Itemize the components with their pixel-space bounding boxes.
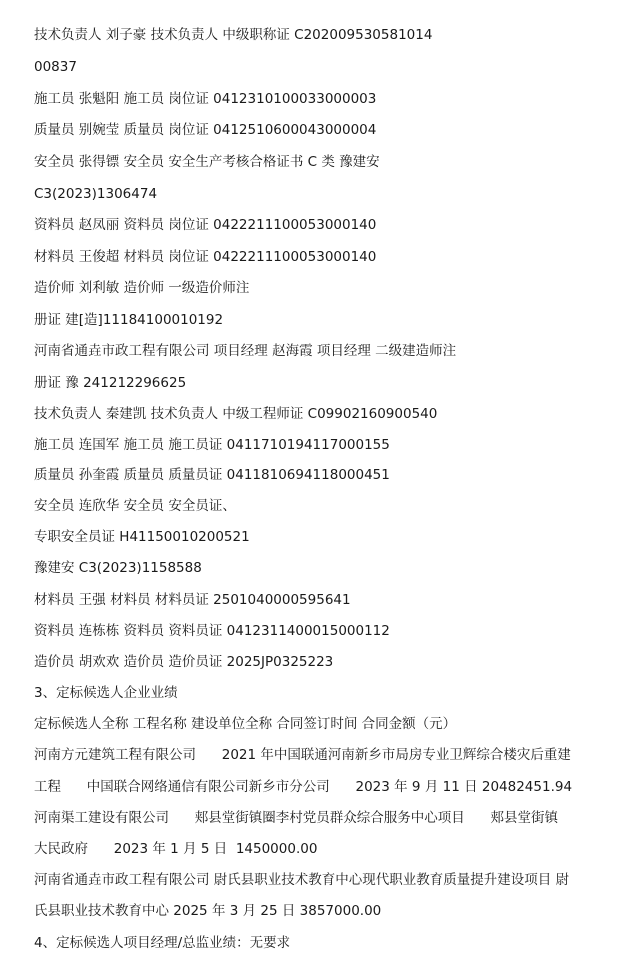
text-line: 册证 建[造]11184100010192	[34, 312, 224, 328]
text-line: 大民政府 2023 年 1 月 5 日 1450000.00	[34, 841, 318, 857]
text-line: 河南省通垚市政工程有限公司 尉氏县职业技术教育中心现代职业教育质量提升建设项目 尉	[34, 872, 570, 888]
text-line: 质量员 孙奎霞 质量员 质量员证 0411810694118000451	[34, 467, 390, 483]
text-line: 技术负责人 秦建凯 技术负责人 中级工程师证 C09902160900540	[34, 406, 438, 422]
text-line: 资料员 连栋栋 资料员 资料员证 0412311400015000112	[34, 623, 390, 639]
text-line: 河南渠工建设有限公司 郏县堂街镇圈李村党员群众综合服务中心项目 郏县堂街镇	[34, 810, 558, 826]
text-line: 工程 中国联合网络通信有限公司新乡市分公司 2023 年 9 月 11 日 20482451.94	[34, 779, 573, 795]
text-line: 造价师 刘利敏 造价师 一级造价师注	[34, 280, 250, 296]
text-line: 资料员 赵凤丽 资料员 岗位证 0422211100053000140	[34, 217, 377, 233]
text-line: 造价员 胡欢欢 造价员 造价员证 2025JP0325223	[34, 654, 334, 670]
text-line: 材料员 王强 材料员 材料员证 2501040000595641	[34, 592, 351, 608]
text-line: 专职安全员证 H41150010200521	[34, 529, 250, 545]
section-heading: 4、定标候选人项目经理/总监业绩：无要求	[34, 935, 291, 951]
text-line: 材料员 王俊超 材料员 岗位证 0422211100053000140	[34, 249, 377, 265]
text-line: 施工员 张魁阳 施工员 岗位证 0412310100033000003	[34, 91, 377, 107]
text-line: 河南方元建筑工程有限公司 2021 年中国联通河南新乡市局房专业卫辉综合楼灾后重建	[34, 747, 571, 763]
text-line: C3(2023)1306474	[34, 186, 158, 202]
text-line: 安全员 张得镖 安全员 安全生产考核合格证书 C 类 豫建安	[34, 154, 380, 170]
text-line: 施工员 连国军 施工员 施工员证 0411710194117000155	[34, 437, 390, 453]
text-line: 质量员 别婉莹 质量员 岗位证 0412510600043000004	[34, 122, 377, 138]
section-heading: 3、定标候选人企业业绩	[34, 685, 178, 701]
text-line: 氏县职业技术教育中心 2025 年 3 月 25 日 3857000.00	[34, 903, 382, 919]
text-line: 安全员 连欣华 安全员 安全员证、	[34, 498, 236, 514]
text-line: 00837	[34, 59, 77, 75]
text-line: 册证 豫 241212296625	[34, 375, 187, 391]
text-line: 豫建安 C3(2023)1158588	[34, 560, 202, 576]
text-line: 技术负责人 刘子豪 技术负责人 中级职称证 C202009530581014	[34, 27, 433, 43]
table-header-line: 定标候选人全称 工程名称 建设单位全称 合同签订时间 合同金额（元）	[34, 716, 457, 732]
text-line: 河南省通垚市政工程有限公司 项目经理 赵海霞 项目经理 二级建造师注	[34, 343, 457, 359]
